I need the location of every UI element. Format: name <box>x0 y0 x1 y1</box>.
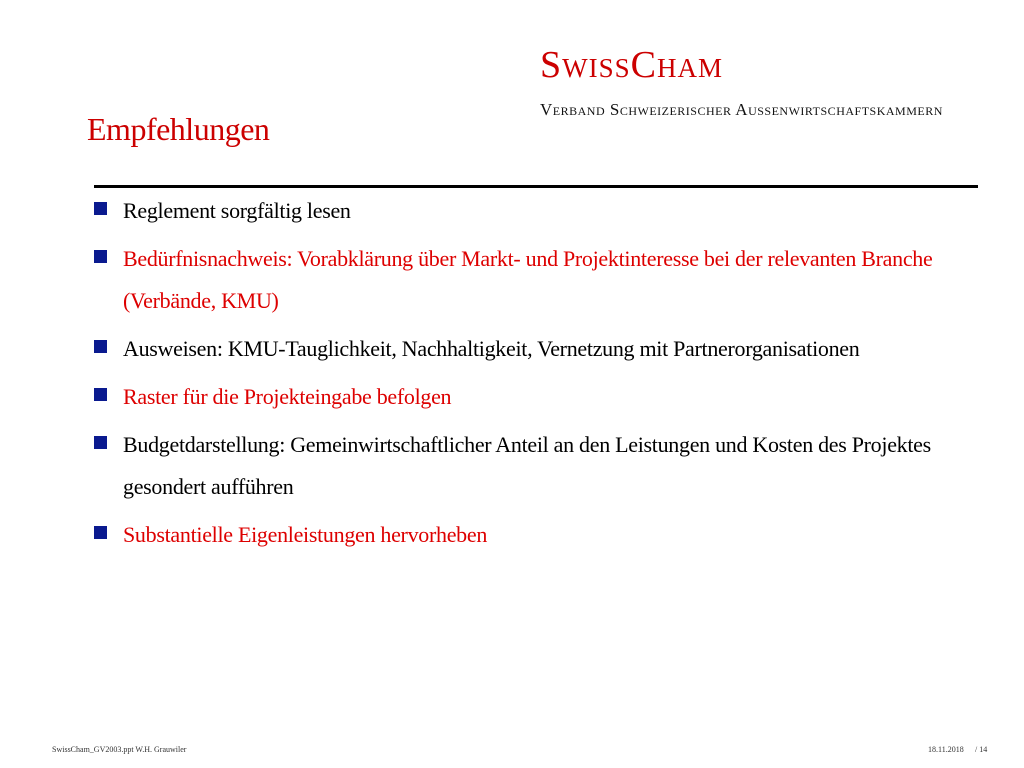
bullet-text: Reglement sorgfältig lesen <box>123 198 351 223</box>
swisscham-logo: SwissCham <box>540 44 723 86</box>
bullet-text: Substantielle Eigenleistungen hervorheben <box>123 522 488 547</box>
bullet-list <box>92 190 992 562</box>
bullet-item <box>92 514 992 556</box>
square-bullet-icon <box>94 388 107 401</box>
slide-title: Empfehlungen <box>87 111 270 147</box>
bullet-text: Ausweisen: KMU-Tauglichkeit, Nachhaltigkeit, Vernetzung mit Partnerorganisationen <box>123 336 860 361</box>
organization-subtitle: Verband Schweizerischer Aussenwirtschaftskammern <box>540 100 943 119</box>
bullet-item <box>92 238 992 322</box>
bullet-text: Budgetdarstellung: Gemeinwirtschaftlicher Anteil an den Leistungen und Kosten des Projektes gesondert aufführen <box>123 432 931 499</box>
square-bullet-icon <box>94 250 107 263</box>
title-divider <box>94 185 978 188</box>
bullet-item <box>92 190 992 232</box>
bullet-text: Raster für die Projekteingabe befolgen <box>123 384 452 409</box>
square-bullet-icon <box>94 202 107 215</box>
bullet-item <box>92 328 992 370</box>
square-bullet-icon <box>94 340 107 353</box>
bullet-text: Bedürfnisnachweis: Vorabklärung über Markt- und Projektinteresse bei der relevanten Branche (Verbände, KMU) <box>123 246 933 313</box>
square-bullet-icon <box>94 526 107 539</box>
footer-page-number: / 14 <box>975 745 988 754</box>
footer-date: 18.11.2018 <box>928 745 964 754</box>
footer-filename: SwissCham_GV2003.ppt W.H. Grauwiler <box>52 745 187 754</box>
bullet-item <box>92 376 992 418</box>
square-bullet-icon <box>94 436 107 449</box>
bullet-item <box>92 424 992 508</box>
